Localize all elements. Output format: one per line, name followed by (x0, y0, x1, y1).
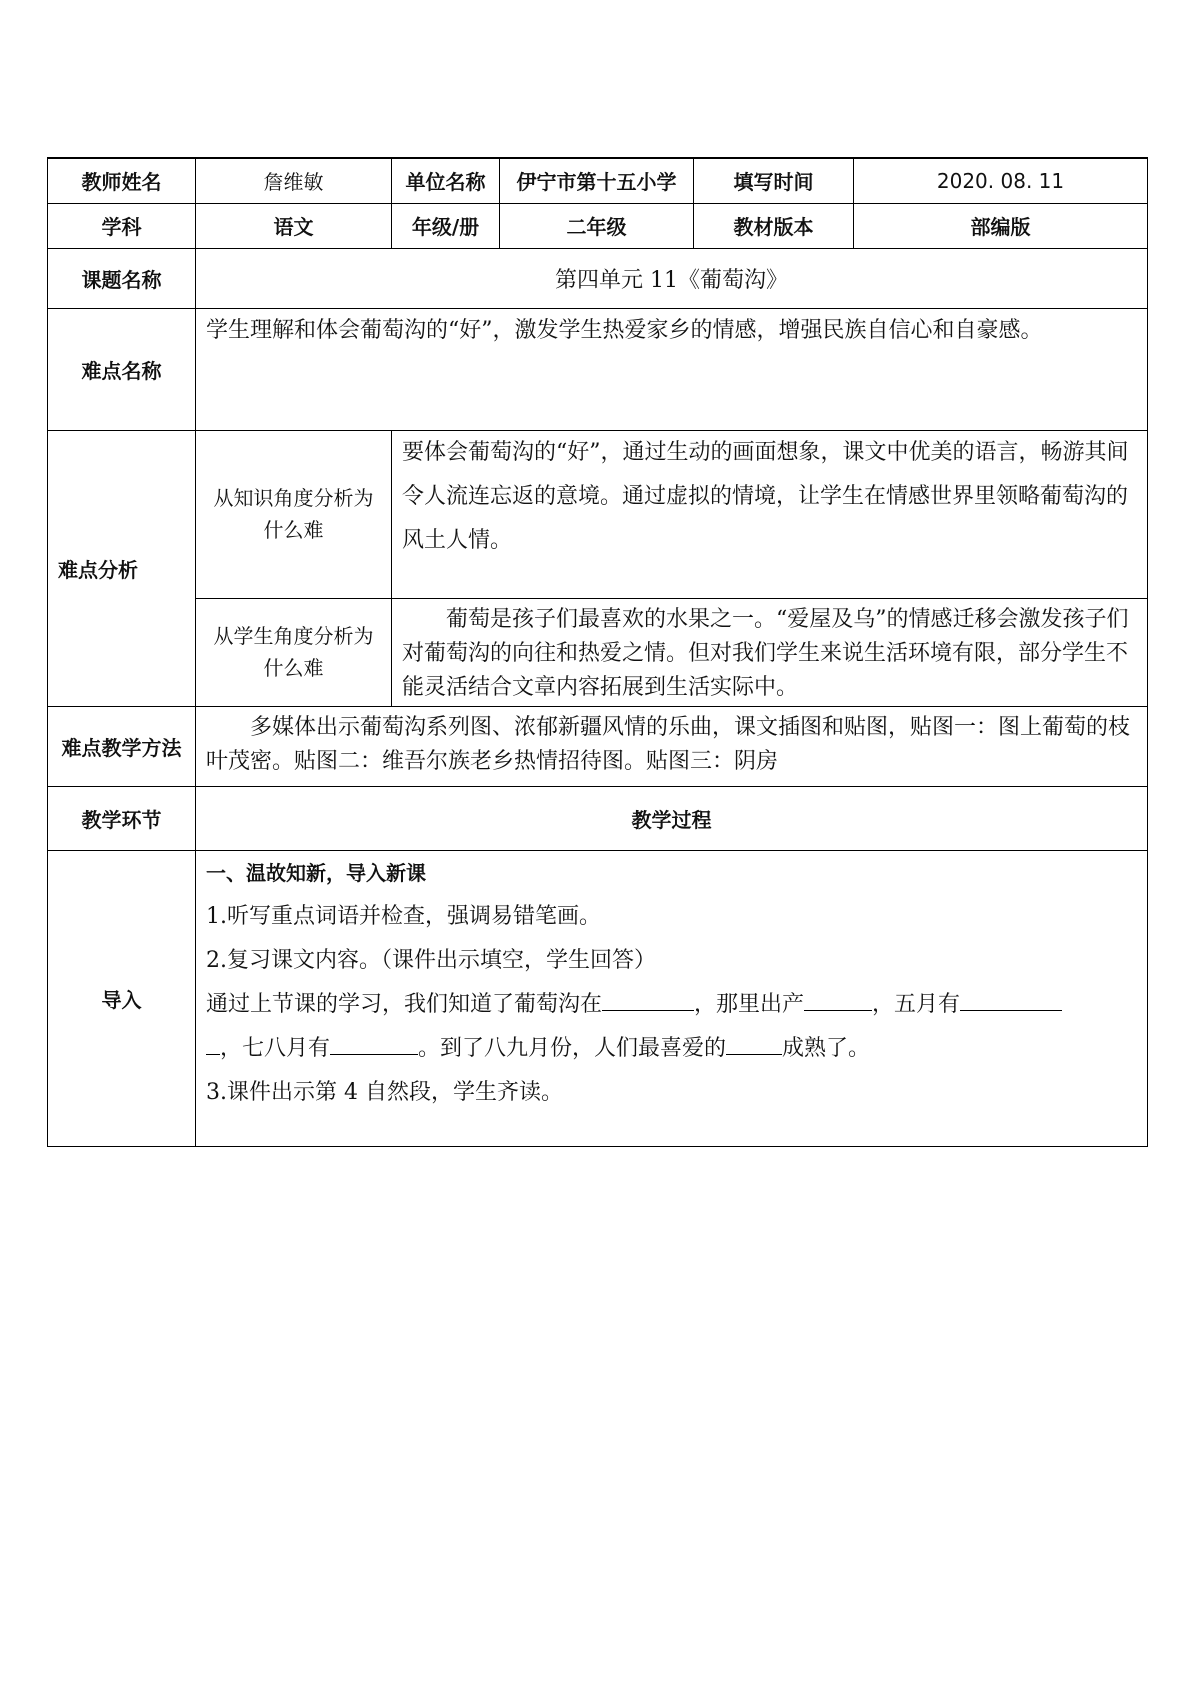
method-text: 多媒体出示葡萄沟系列图、浓郁新疆风情的乐曲，课文插图和贴图，贴图一：图上葡萄的枝叶茂密。贴图二：维吾尔族老乡热情招待图。贴图三：阴房 (196, 706, 1148, 786)
method-label: 难点教学方法 (48, 706, 196, 786)
unit-name-value: 伊宁市第十五小学 (500, 158, 694, 203)
process-header-row (48, 786, 1148, 850)
blank-may (960, 988, 1062, 1011)
analysis-label: 难点分析 (48, 430, 196, 706)
date-value: 2020. 08. 11 (854, 158, 1148, 203)
process-content (196, 850, 1148, 1146)
blank-may-cont (206, 1032, 220, 1055)
fill-text-d: ，七八月有 (220, 1035, 331, 1061)
header-row-2 (48, 203, 1148, 248)
edition-value: 部编版 (854, 203, 1148, 248)
grade-label: 年级/册 (392, 203, 500, 248)
lesson-plan-sheet (47, 157, 1147, 1147)
teacher-name-value: 詹维敏 (196, 158, 392, 203)
difficulty-label: 难点名称 (48, 308, 196, 430)
blank-july-august (330, 1032, 418, 1055)
fill-text-c: ，五月有 (872, 991, 961, 1017)
blank-location (602, 988, 694, 1011)
lesson-title-row (48, 248, 1148, 308)
process-step-3: 3.课件出示第 4 自然段，学生齐读。 (206, 1079, 563, 1105)
subject-label: 学科 (48, 203, 196, 248)
blank-product (804, 988, 872, 1011)
date-label: 填写时间 (694, 158, 854, 203)
blank-favorite (726, 1032, 782, 1055)
stage-label: 导入 (48, 850, 196, 1146)
fill-in-blank-paragraph (206, 983, 1137, 1071)
analysis-row-knowledge (48, 430, 1148, 598)
knowledge-analysis-text: 要体会葡萄沟的“好”，通过生动的画面想象，课文中优美的语言，畅游其间令人流连忘返的意境。通过虚拟的情境，让学生在情感世界里领略葡萄沟的风土人情。 (392, 430, 1148, 598)
process-heading: 一、温故知新，导入新课 (206, 860, 426, 885)
analysis-row-student (48, 598, 1148, 706)
lesson-title-label: 课题名称 (48, 248, 196, 308)
unit-name-label: 单位名称 (392, 158, 500, 203)
fill-text-b: ，那里出产 (694, 991, 805, 1017)
lesson-title-value: 第四单元 11《葡萄沟》 (196, 248, 1148, 308)
lesson-plan-table (47, 157, 1148, 1147)
fill-text-e: 。到了八九月份，人们最喜爱的 (418, 1035, 727, 1061)
method-row (48, 706, 1148, 786)
student-analysis-text: 葡萄是孩子们最喜欢的水果之一。“爱屋及乌”的情感迁移会激发孩子们对葡萄沟的向往和热爱之情。但对我们学生来说生活环境有限，部分学生不能灵活结合文章内容拓展到生活实际中。 (392, 598, 1148, 706)
section-label: 教学环节 (48, 786, 196, 850)
process-intro-row (48, 850, 1148, 1146)
grade-value: 二年级 (500, 203, 694, 248)
process-step-1: 1.听写重点词语并检查，强调易错笔画。 (206, 903, 601, 929)
knowledge-analysis-label: 从知识角度分析为什么难 (196, 430, 392, 598)
fill-text-f: 成熟了。 (782, 1035, 871, 1061)
process-step-2: 2.复习课文内容。（课件出示填空，学生回答） (206, 947, 656, 973)
teacher-name-label: 教师姓名 (48, 158, 196, 203)
difficulty-text: 学生理解和体会葡萄沟的“好”，激发学生热爱家乡的情感，增强民族自信心和自豪感。 (196, 308, 1148, 430)
fill-text-a: 通过上节课的学习，我们知道了葡萄沟在 (206, 991, 603, 1017)
header-row-1 (48, 158, 1148, 203)
difficulty-row (48, 308, 1148, 430)
subject-value: 语文 (196, 203, 392, 248)
student-analysis-label: 从学生角度分析为什么难 (196, 598, 392, 706)
process-label: 教学过程 (196, 786, 1148, 850)
edition-label: 教材版本 (694, 203, 854, 248)
